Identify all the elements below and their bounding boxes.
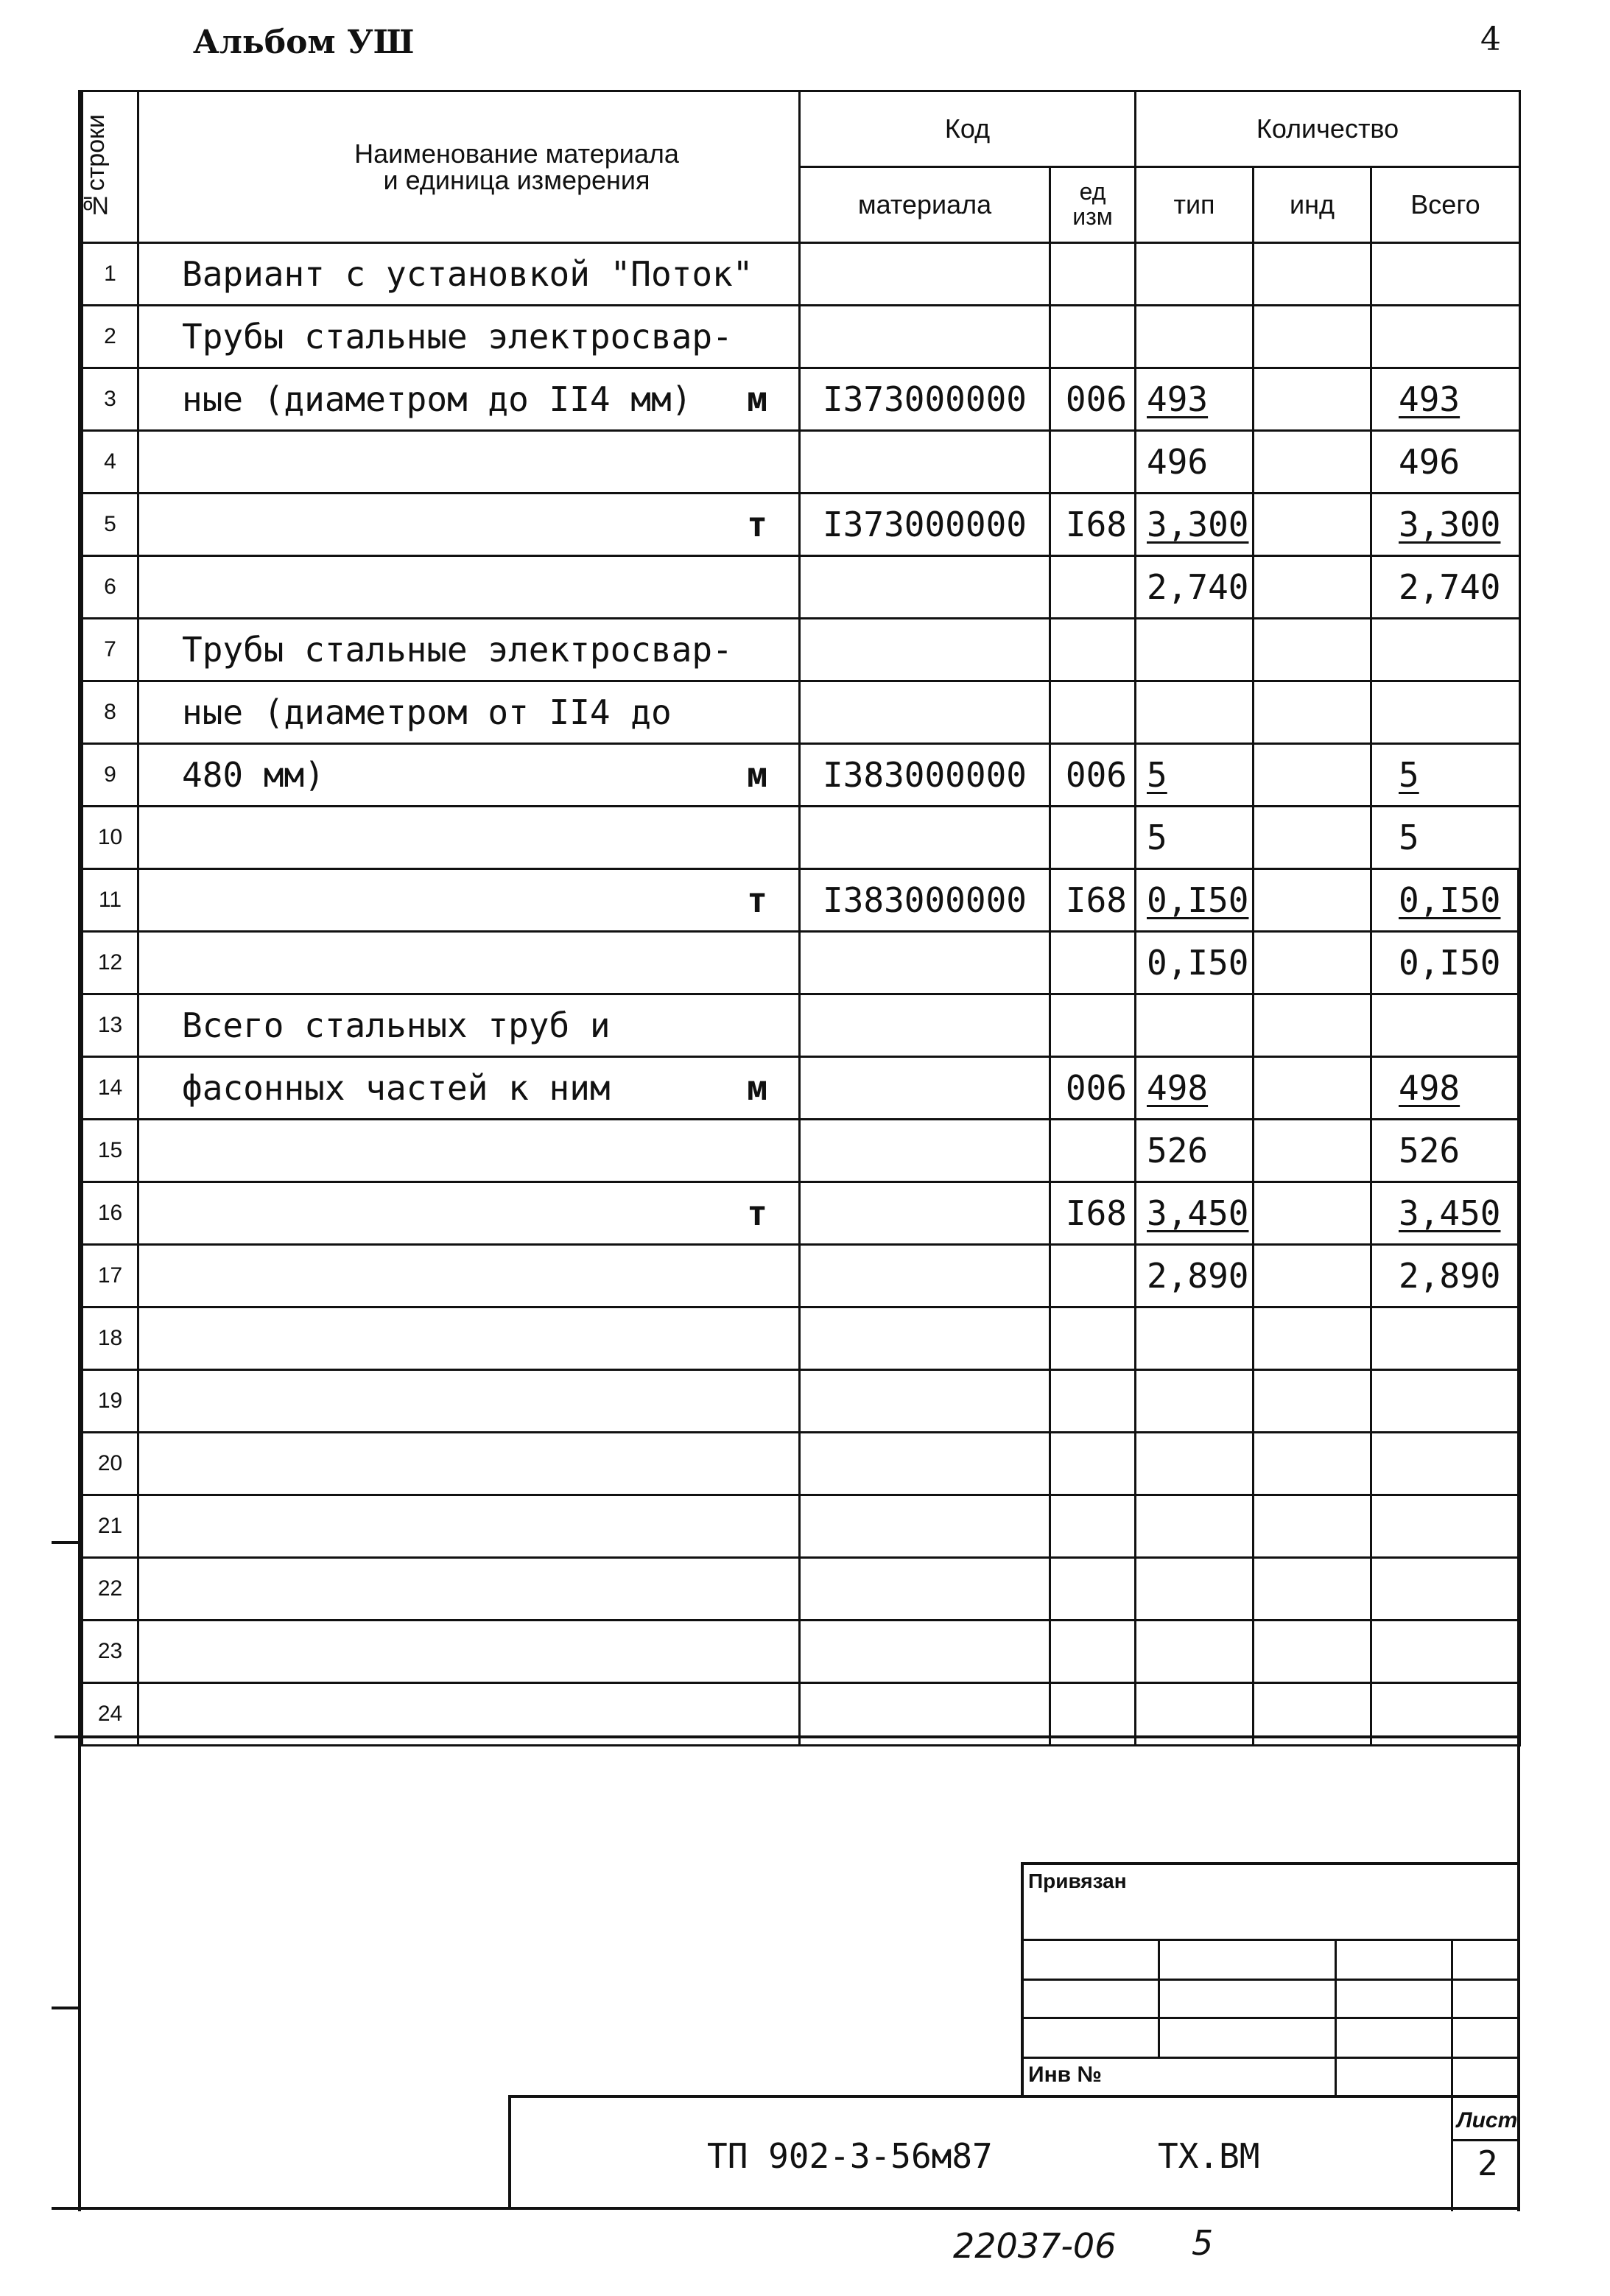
ind-quantity: [1254, 1433, 1371, 1495]
row-number: 9: [82, 744, 138, 807]
material-name-text: Всего стальных труб и: [182, 1005, 611, 1045]
material-name-text: фасонных частей к ним: [182, 1068, 611, 1108]
total-quantity: [1371, 1120, 1520, 1182]
unit-code: [1050, 619, 1136, 681]
table-row: [82, 744, 1520, 807]
material-name: [138, 681, 800, 744]
material-name-text: 480 мм): [182, 755, 325, 795]
total-value: 498: [1399, 1068, 1460, 1108]
total-quantity: [1371, 1057, 1520, 1120]
table-row: [82, 1433, 1520, 1495]
table-row: [82, 1370, 1520, 1433]
ind-quantity: [1254, 431, 1371, 494]
material-name-text: Вариант с установкой "Поток": [182, 254, 753, 294]
typ-value: 496: [1147, 442, 1209, 482]
table-row: [82, 556, 1520, 619]
total-quantity: [1371, 807, 1520, 869]
total-quantity: [1371, 619, 1520, 681]
table-body: [82, 243, 1520, 1746]
ind-quantity: [1254, 1120, 1371, 1182]
total-quantity: [1371, 994, 1520, 1057]
unit-code: [1050, 681, 1136, 744]
frame-right-line: [1517, 869, 1520, 2211]
typ-value: 498: [1147, 1068, 1209, 1108]
material-name: [138, 1621, 800, 1683]
unit-code: [1050, 1621, 1136, 1683]
total-value: 496: [1399, 442, 1460, 482]
typ-quantity: [1136, 431, 1254, 494]
typ-quantity: [1136, 556, 1254, 619]
material-code: [800, 556, 1050, 619]
unit-code: [1050, 994, 1136, 1057]
unit-code: [1050, 556, 1136, 619]
ind-quantity: [1254, 1307, 1371, 1370]
table-row: [82, 1057, 1520, 1120]
material-name: [138, 1495, 800, 1558]
ind-quantity: [1254, 932, 1371, 994]
page-number: 4: [1480, 21, 1501, 58]
table-row: [82, 1120, 1520, 1182]
ind-quantity: [1254, 1057, 1371, 1120]
unit-code: [1050, 1558, 1136, 1621]
unit-code: I68: [1050, 494, 1136, 556]
material-name: [138, 368, 800, 431]
document-suffix: ТХ.ВМ: [1158, 2136, 1260, 2176]
row-number: 21: [82, 1495, 138, 1558]
material-code: [800, 1182, 1050, 1245]
frame-left-line: [78, 90, 81, 2211]
typ-value: 3,300: [1147, 505, 1249, 544]
material-name: [138, 1558, 800, 1621]
frame-bottom-line: [52, 2207, 1520, 2210]
typ-quantity: [1136, 932, 1254, 994]
total-quantity: [1371, 744, 1520, 807]
table-row: [82, 243, 1520, 306]
row-number: 23: [82, 1621, 138, 1683]
row-number: 19: [82, 1370, 138, 1433]
typ-value: 5: [1147, 818, 1167, 857]
materials-table: [81, 90, 1521, 1746]
unit-code: 006: [1050, 1057, 1136, 1120]
material-name: [138, 744, 800, 807]
ind-quantity: [1254, 681, 1371, 744]
ind-quantity: [1254, 306, 1371, 368]
unit-code: I68: [1050, 869, 1136, 932]
table-row: [82, 1245, 1520, 1307]
unit-code: [1050, 807, 1136, 869]
unit-code: [1050, 932, 1136, 994]
ind-header: инд: [1254, 167, 1371, 243]
table-bottom-line: [55, 1735, 1520, 1738]
material-name-text: Трубы стальные электросвар-: [182, 630, 733, 670]
row-number: 10: [82, 807, 138, 869]
material-name: [138, 619, 800, 681]
quantity-header: Количество: [1136, 91, 1520, 167]
material-code: [800, 1433, 1050, 1495]
row-number: 16: [82, 1182, 138, 1245]
total-quantity: [1371, 1370, 1520, 1433]
typ-quantity: [1136, 869, 1254, 932]
ind-quantity: [1254, 494, 1371, 556]
material-name: [138, 1245, 800, 1307]
total-value: 5: [1399, 818, 1419, 857]
typ-quantity: [1136, 744, 1254, 807]
total-quantity: [1371, 1433, 1520, 1495]
handwritten-code: 22037-06: [953, 2226, 1117, 2266]
typ-value: 0,I50: [1147, 943, 1249, 983]
typ-quantity: [1136, 368, 1254, 431]
linked-label: Привязан: [1028, 1870, 1127, 1892]
typ-quantity: [1136, 1370, 1254, 1433]
sheet-label: Лист: [1457, 2108, 1518, 2132]
table-row: [82, 1621, 1520, 1683]
total-value: 5: [1399, 755, 1419, 795]
table-row: [82, 1558, 1520, 1621]
material-code: [800, 1621, 1050, 1683]
row-number: 2: [82, 306, 138, 368]
table-row: [82, 306, 1520, 368]
material-code: [800, 1057, 1050, 1120]
row-number: 8: [82, 681, 138, 744]
material-code: [800, 619, 1050, 681]
material-code: [800, 1558, 1050, 1621]
total-quantity: [1371, 1621, 1520, 1683]
total-quantity: [1371, 932, 1520, 994]
total-value: 3,300: [1399, 505, 1501, 544]
typ-value: 0,I50: [1147, 880, 1249, 920]
typ-quantity: [1136, 619, 1254, 681]
total-header: Всего: [1371, 167, 1520, 243]
table-row: [82, 681, 1520, 744]
typ-quantity: [1136, 1495, 1254, 1558]
material-name: [138, 1307, 800, 1370]
total-quantity: [1371, 243, 1520, 306]
ind-quantity: [1254, 1245, 1371, 1307]
row-number: 18: [82, 1307, 138, 1370]
material-name: [138, 1182, 800, 1245]
material-name-text: ные (диаметром от II4 до: [182, 692, 672, 732]
ind-quantity: [1254, 994, 1371, 1057]
unit-code: [1050, 306, 1136, 368]
material-code: I383000000: [800, 744, 1050, 807]
row-number: 22: [82, 1558, 138, 1621]
material-name-text: Трубы стальные электросвар-: [182, 317, 733, 357]
unit-of-measure: м: [747, 1068, 767, 1108]
total-quantity: [1371, 1182, 1520, 1245]
material-name: [138, 869, 800, 932]
material-code: I373000000: [800, 368, 1050, 431]
table-row: [82, 932, 1520, 994]
table-row: [82, 1495, 1520, 1558]
total-value: 493: [1399, 379, 1460, 419]
material-name: [138, 556, 800, 619]
material-code: I373000000: [800, 494, 1050, 556]
handwritten-page: 5: [1192, 2223, 1214, 2263]
total-value: 3,450: [1399, 1193, 1501, 1233]
total-quantity: [1371, 1245, 1520, 1307]
typ-quantity: [1136, 1433, 1254, 1495]
typ-quantity: [1136, 1120, 1254, 1182]
typ-quantity: [1136, 1182, 1254, 1245]
row-number: 4: [82, 431, 138, 494]
unit-code: 006: [1050, 744, 1136, 807]
total-value: 2,890: [1399, 1256, 1501, 1296]
unit-of-measure: т: [747, 880, 767, 920]
typ-value: 2,740: [1147, 567, 1249, 607]
material-code-header: материала: [800, 167, 1050, 243]
total-quantity: [1371, 431, 1520, 494]
material-code: [800, 243, 1050, 306]
total-value: 526: [1399, 1131, 1460, 1170]
material-name: [138, 1057, 800, 1120]
material-name: [138, 431, 800, 494]
unit-code: [1050, 1120, 1136, 1182]
material-code: [800, 1370, 1050, 1433]
table-row: [82, 494, 1520, 556]
unit-code: [1050, 1495, 1136, 1558]
row-number: 17: [82, 1245, 138, 1307]
table-row: [82, 869, 1520, 932]
unit-code: [1050, 1245, 1136, 1307]
name-header: Наименование материала и единица измерения: [138, 91, 800, 243]
typ-value: 3,450: [1147, 1193, 1249, 1233]
ind-quantity: [1254, 1370, 1371, 1433]
row-number: 12: [82, 932, 138, 994]
row-number: 1: [82, 243, 138, 306]
ind-quantity: [1254, 556, 1371, 619]
table-row: [82, 807, 1520, 869]
material-name: [138, 306, 800, 368]
typ-value: 2,890: [1147, 1256, 1249, 1296]
material-code: [800, 1307, 1050, 1370]
typ-quantity: [1136, 1621, 1254, 1683]
ind-quantity: [1254, 869, 1371, 932]
typ-value: 5: [1147, 755, 1167, 795]
unit-code: [1050, 431, 1136, 494]
unit-of-measure: т: [747, 1193, 767, 1233]
sheet-number: 2: [1477, 2144, 1498, 2183]
material-name: [138, 1370, 800, 1433]
ind-quantity: [1254, 368, 1371, 431]
unit-code: [1050, 1307, 1136, 1370]
material-code: [800, 306, 1050, 368]
ind-quantity: [1254, 1182, 1371, 1245]
row-number: 5: [82, 494, 138, 556]
table-row: [82, 1307, 1520, 1370]
material-code: [800, 807, 1050, 869]
ind-quantity: [1254, 744, 1371, 807]
row-number: 14: [82, 1057, 138, 1120]
typ-quantity: [1136, 807, 1254, 869]
typ-quantity: [1136, 306, 1254, 368]
material-code: [800, 932, 1050, 994]
row-number: 15: [82, 1120, 138, 1182]
material-code: [800, 1120, 1050, 1182]
typ-quantity: [1136, 681, 1254, 744]
row-number: 13: [82, 994, 138, 1057]
total-quantity: [1371, 1307, 1520, 1370]
material-name: [138, 1120, 800, 1182]
material-code: I383000000: [800, 869, 1050, 932]
material-code: [800, 1495, 1050, 1558]
album-title: Альбом УШ: [193, 24, 415, 61]
typ-quantity: [1136, 1245, 1254, 1307]
typ-quantity: [1136, 494, 1254, 556]
total-value: 0,I50: [1399, 943, 1501, 983]
ind-quantity: [1254, 1495, 1371, 1558]
code-header: Код: [800, 91, 1136, 167]
typ-quantity: [1136, 1558, 1254, 1621]
ind-quantity: [1254, 807, 1371, 869]
table-row: [82, 1182, 1520, 1245]
unit-code: I68: [1050, 1182, 1136, 1245]
typ-quantity: [1136, 1307, 1254, 1370]
material-name: [138, 494, 800, 556]
unit-of-measure: т: [747, 505, 767, 544]
ind-quantity: [1254, 1621, 1371, 1683]
ind-quantity: [1254, 619, 1371, 681]
unit-code: [1050, 1370, 1136, 1433]
ind-quantity: [1254, 243, 1371, 306]
unit-of-measure: м: [747, 379, 767, 419]
inventory-number-label: Инв №: [1028, 2062, 1102, 2087]
row-number: 7: [82, 619, 138, 681]
typ-header: тип: [1136, 167, 1254, 243]
unit-code: [1050, 243, 1136, 306]
total-quantity: [1371, 556, 1520, 619]
total-value: 0,I50: [1399, 880, 1501, 920]
material-code: [800, 994, 1050, 1057]
document-code: ТП 902-3-56м87: [707, 2136, 993, 2176]
total-quantity: [1371, 494, 1520, 556]
typ-value: 493: [1147, 379, 1209, 419]
row-number: 11: [82, 869, 138, 932]
total-value: 2,740: [1399, 567, 1501, 607]
row-number: 24: [82, 1683, 138, 1746]
total-quantity: [1371, 869, 1520, 932]
unit-code: [1050, 1433, 1136, 1495]
left-tick-1: [52, 1541, 81, 1544]
total-quantity: [1371, 306, 1520, 368]
unit-of-measure: м: [747, 755, 767, 795]
table-row: [82, 619, 1520, 681]
typ-quantity: [1136, 1057, 1254, 1120]
unit-header: ед изм: [1050, 167, 1136, 243]
row-number: 3: [82, 368, 138, 431]
material-name: [138, 932, 800, 994]
table-row: [82, 368, 1520, 431]
typ-value: 526: [1147, 1131, 1209, 1170]
unit-code: 006: [1050, 368, 1136, 431]
material-name: [138, 807, 800, 869]
material-name: [138, 994, 800, 1057]
row-number: 6: [82, 556, 138, 619]
material-name: [138, 1433, 800, 1495]
ind-quantity: [1254, 1558, 1371, 1621]
material-name: [138, 243, 800, 306]
left-tick-2: [52, 2007, 81, 2009]
row-number-header: №строки: [82, 91, 138, 243]
table-row: [82, 431, 1520, 494]
total-quantity: [1371, 1558, 1520, 1621]
row-number: 20: [82, 1433, 138, 1495]
total-quantity: [1371, 368, 1520, 431]
material-code: [800, 681, 1050, 744]
material-name-text: ные (диаметром до II4 мм): [182, 379, 692, 419]
total-quantity: [1371, 681, 1520, 744]
total-quantity: [1371, 1495, 1520, 1558]
table-row: [82, 994, 1520, 1057]
typ-quantity: [1136, 994, 1254, 1057]
typ-quantity: [1136, 243, 1254, 306]
material-code: [800, 1245, 1050, 1307]
material-code: [800, 431, 1050, 494]
